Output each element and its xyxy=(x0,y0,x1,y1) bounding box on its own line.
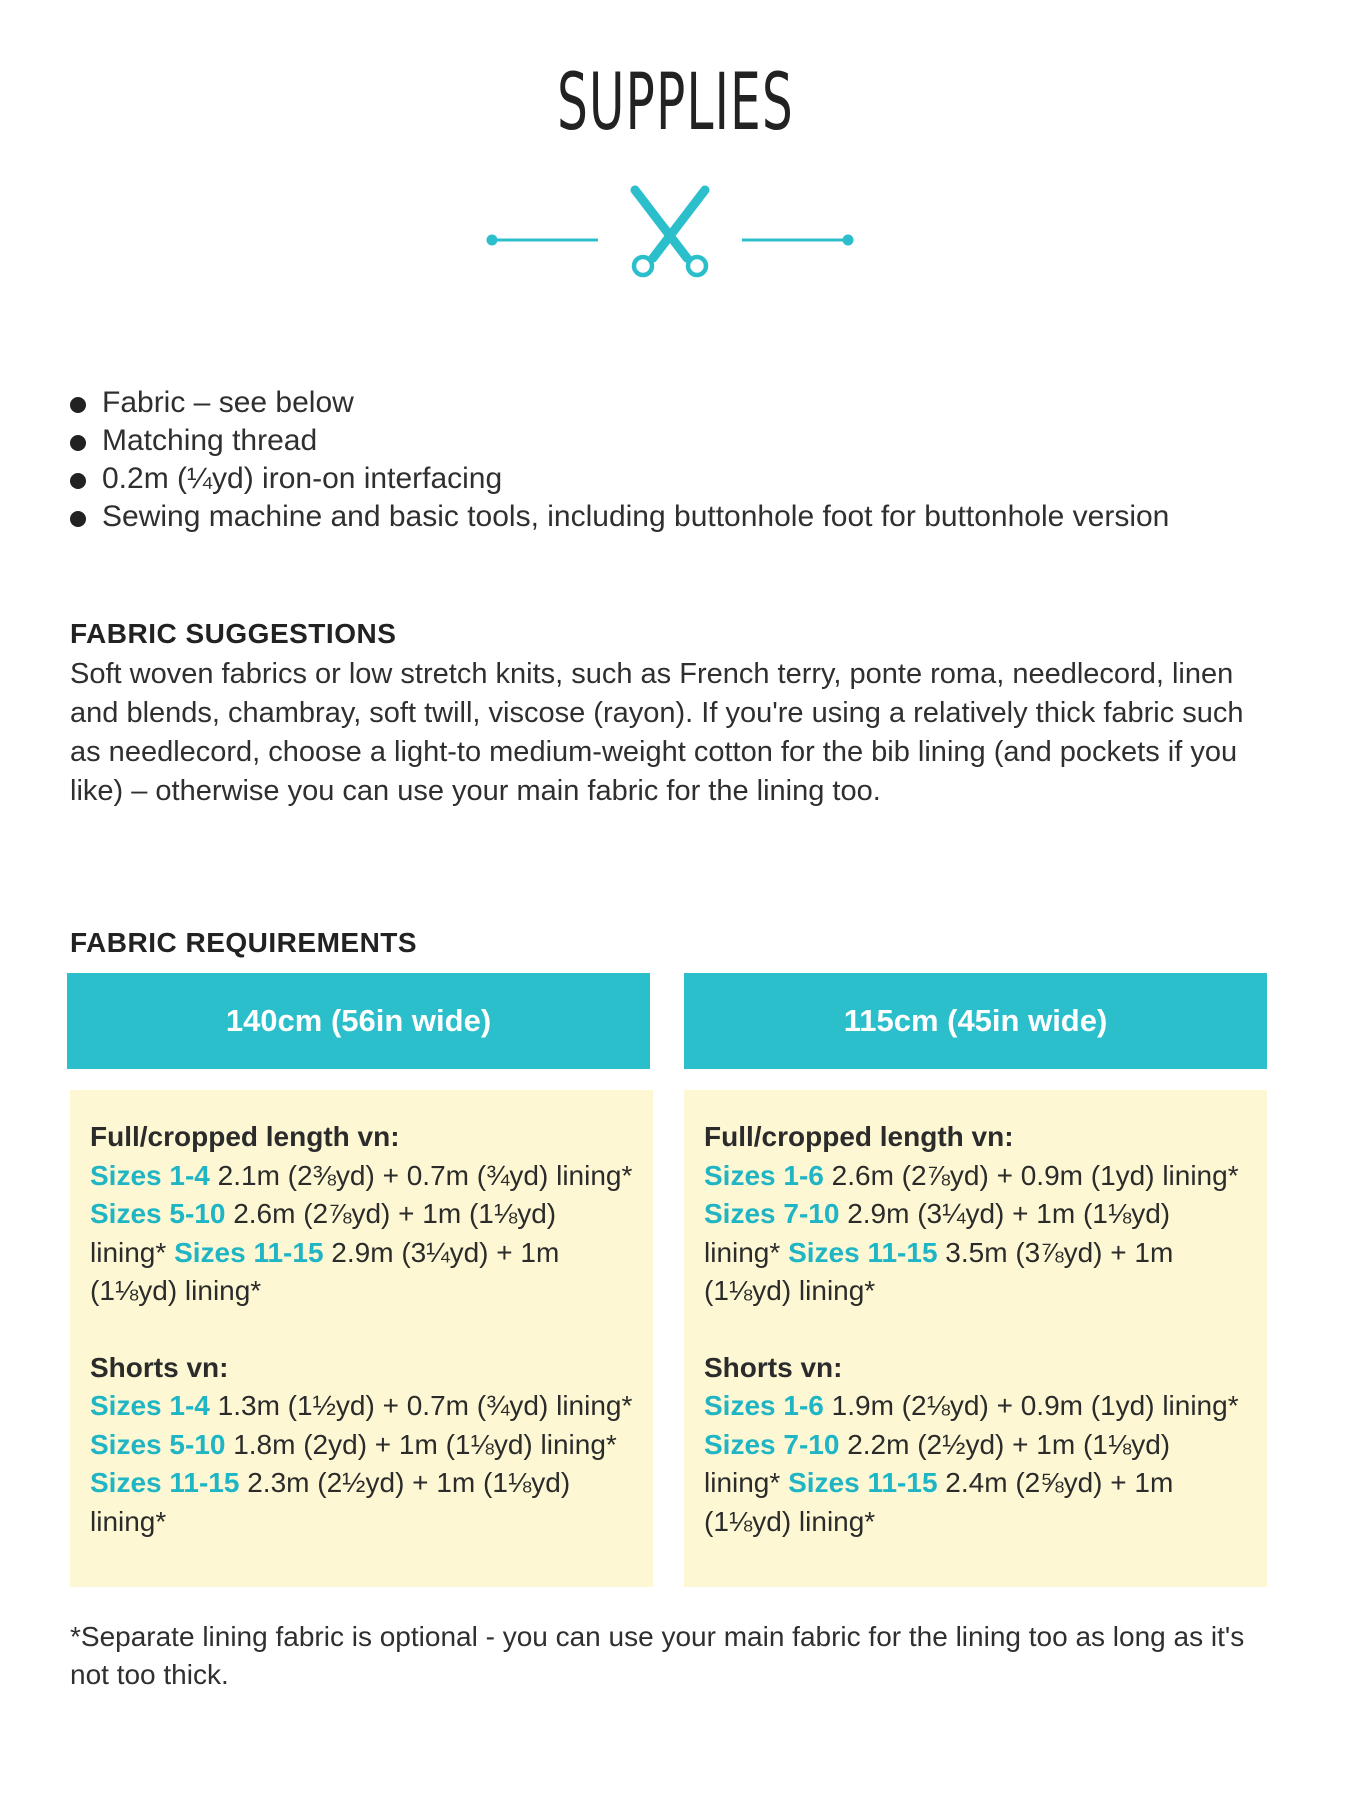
amount: 2.2m (2½yd) + 1m (1⅛yd) lining* xyxy=(704,1428,1171,1498)
bullet-icon xyxy=(70,511,86,527)
sizes-label: Sizes 11-15 xyxy=(174,1236,324,1268)
amount: 2.4m (2⅝yd) + 1m (1⅛yd) lining* xyxy=(704,1467,1174,1537)
amount: 2.3m (2½yd) + 1m (1⅛yd) lining* xyxy=(90,1467,571,1537)
requirement-text xyxy=(704,1387,1247,1541)
supplies-list-item: Fabric – see below xyxy=(70,384,1290,422)
amount: 3.5m (3⅞yd) + 1m (1⅛yd) lining* xyxy=(704,1236,1174,1306)
shorts-title: Shorts vn: xyxy=(90,1351,229,1383)
amount: 2.6m (2⅞yd) + 0.9m (1yd) lining* xyxy=(831,1159,1239,1191)
fabric-suggestions-heading: FABRIC SUGGESTIONS xyxy=(70,618,397,649)
amount: 1.8m (2yd) + 1m (1⅛yd) lining* xyxy=(233,1428,617,1460)
full-length-title: Full/cropped length vn: xyxy=(90,1121,400,1152)
sizes-label: Sizes 11-15 xyxy=(90,1467,240,1498)
lining-footnote: *Separate lining fabric is optional - you can use your main fabric for the lining too as long as it's not too thick. xyxy=(70,1621,1245,1690)
supplies-list-item: Sewing machine and basic tools, including buttonhole foot for buttonhole version xyxy=(70,498,1290,536)
requirement-text xyxy=(90,1387,633,1541)
sizes-label: Sizes 5-10 xyxy=(90,1198,226,1229)
scissors-icon xyxy=(634,190,706,275)
requirements-panel-140cm xyxy=(70,1090,653,1587)
supplies-list-item: Matching thread xyxy=(70,422,1290,460)
amount: 2.9m (3¼yd) + 1m (1⅛yd) lining* xyxy=(704,1198,1171,1268)
amount: 1.3m (1½yd) + 0.7m (¾yd) lining* xyxy=(217,1390,633,1421)
sizes-label: Sizes 5-10 xyxy=(90,1428,226,1460)
sizes-label: Sizes 1-6 xyxy=(704,1390,824,1421)
requirements-panel-115cm xyxy=(684,1090,1267,1587)
full-length-title: Full/cropped length vn: xyxy=(704,1121,1014,1152)
bullet-icon xyxy=(70,435,86,451)
fabric-requirements-heading: FABRIC REQUIREMENTS xyxy=(70,927,418,958)
sizes-label: Sizes 7-10 xyxy=(704,1198,840,1229)
supplies-list-item: 0.2m (¼yd) iron-on interfacing xyxy=(70,460,1290,498)
amount: 2.1m (2⅜yd) + 0.7m (¾yd) lining* xyxy=(217,1159,633,1191)
requirement-text xyxy=(90,1157,633,1311)
amount: 2.9m (3¼yd) + 1m (1⅛yd) lining* xyxy=(90,1236,560,1306)
supplies-list xyxy=(70,384,1290,536)
divider-line-right xyxy=(742,235,854,246)
sizes-label: Sizes 1-6 xyxy=(704,1159,824,1191)
shorts-title: Shorts vn: xyxy=(704,1351,843,1383)
amount: 1.9m (2⅛yd) + 0.9m (1yd) lining* xyxy=(831,1390,1239,1421)
amount: 2.6m (2⅞yd) + 1m (1⅛yd) lining* xyxy=(90,1198,557,1268)
bullet-icon xyxy=(70,473,86,489)
column-header-115cm: 115cm (45in wide) xyxy=(684,973,1267,1069)
bullet-icon xyxy=(70,397,86,413)
scissors-divider xyxy=(480,180,860,280)
sizes-label: Sizes 11-15 xyxy=(788,1236,938,1268)
sizes-label: Sizes 1-4 xyxy=(90,1159,210,1191)
divider-line-left xyxy=(487,235,599,246)
sizes-label: Sizes 11-15 xyxy=(788,1467,938,1498)
column-header-140cm: 140cm (56in wide) xyxy=(67,973,650,1069)
sizes-label: Sizes 7-10 xyxy=(704,1428,840,1460)
fabric-suggestions-text: Soft woven fabrics or low stretch knits, such as French terry, ponte roma, needlecord, linen and blends, chambray, soft twill, viscose (rayon). If you're using a relatively thick fabric such as needlecord, choose a light-to medium-weight cotton for the bib lining (and pockets if you like) – otherwise you can use your main fabric for the lining too. xyxy=(70,658,1244,807)
sizes-label: Sizes 1-4 xyxy=(90,1390,210,1421)
requirement-text xyxy=(704,1157,1247,1311)
page-title: SUPPLIES xyxy=(557,58,794,148)
